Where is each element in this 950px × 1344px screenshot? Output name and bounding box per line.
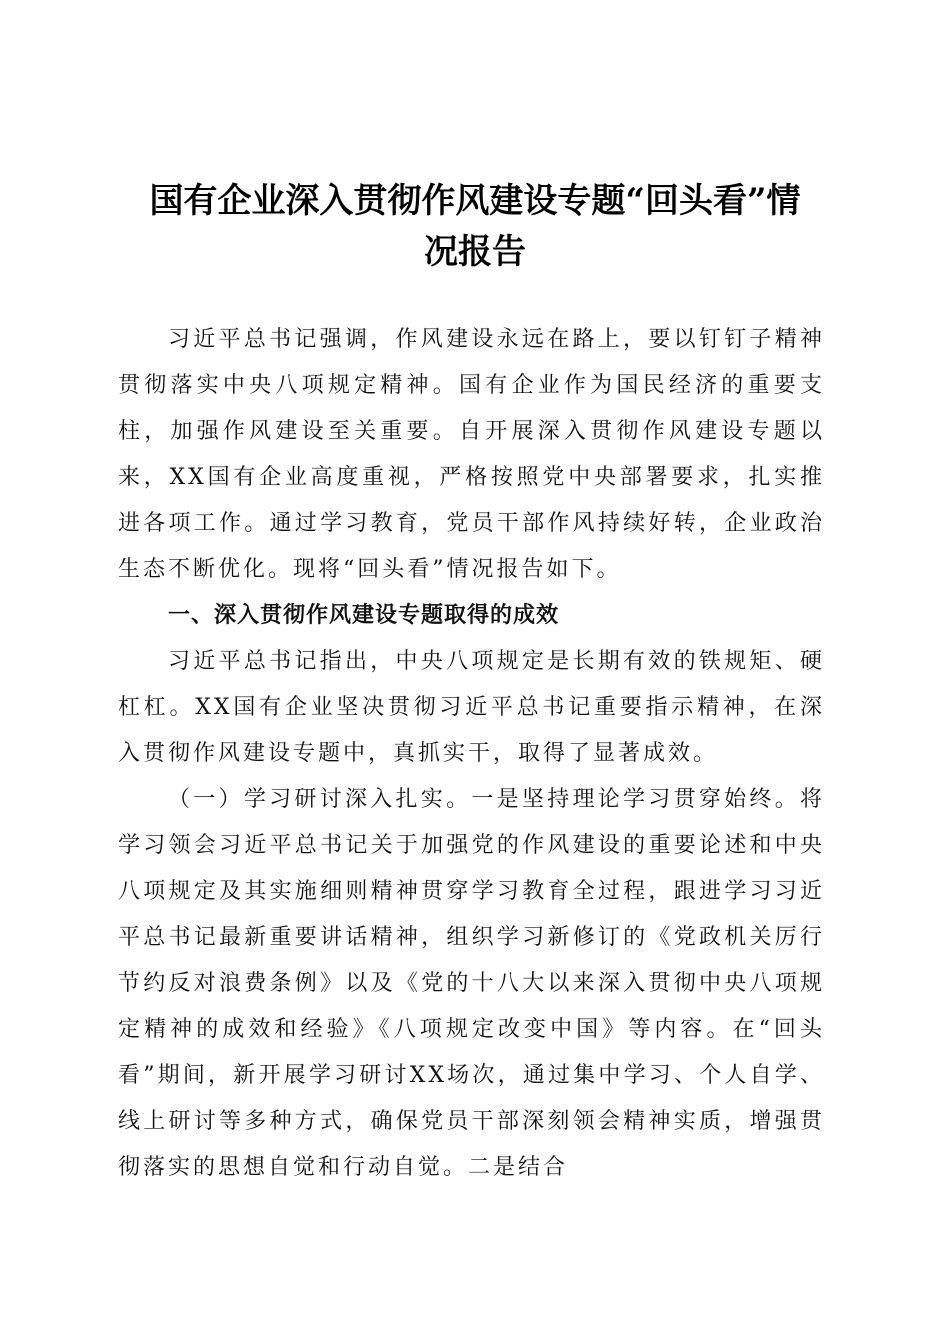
section-1-heading: 一、深入贯彻作风建设专题取得的成效 [168,603,560,628]
title-line-1: 国有企业深入贯彻作风建设专题“回头看”情 [149,181,801,221]
subsection-1-text: 一是坚持理论学习贯穿始终。将学习领会习近平总书记关于加强党的作风建设的重要论述和中央八项规定及其实施细则精神贯穿学习教育全过程，跟进学习习近平总书记最新重要讲话精神，组织学习新修订的《党政机关厉行节约反对浪费条例》以及《党的十八大以来深入贯彻中央八项规定精神的成效和经验》《八项规定改变中国》等内容。在“回头看”期间，新开展学习研讨XX场次，通过集中学习、个人自学、线上研讨等多种方式，确保党员干部深刻领会精神实质，增强贯彻落实的思想自觉和行动自觉。二是结合 [118,787,825,1180]
intro-paragraph: 习近平总书记强调，作风建设永远在路上，要以钉钉子精神贯彻落实中央八项规定精神。国有企业作为国民经济的重要支柱，加强作风建设至关重要。自开展深入贯彻作风建设专题以来，XX国有企业高度重视，严格按照党中央部署要求，扎实推进各项工作。通过学习教育，党员干部作风持续好转，企业政治生态不断优化。现将“回头看”情况报告如下。 [118,327,825,582]
subsection-1-paragraph [118,777,825,1191]
document-body [118,317,825,1191]
document-title [110,176,840,278]
title-line-2: 况报告 [424,232,526,272]
subsection-1-label: （一）学习研讨深入扎实。 [168,787,472,812]
section-1-intro-paragraph: 习近平总书记指出，中央八项规定是长期有效的铁规矩、硬杠杠。XX国有企业坚决贯彻习近平总书记重要指示精神，在深入贯彻作风建设专题中，真抓实干，取得了显著成效。 [118,649,825,766]
